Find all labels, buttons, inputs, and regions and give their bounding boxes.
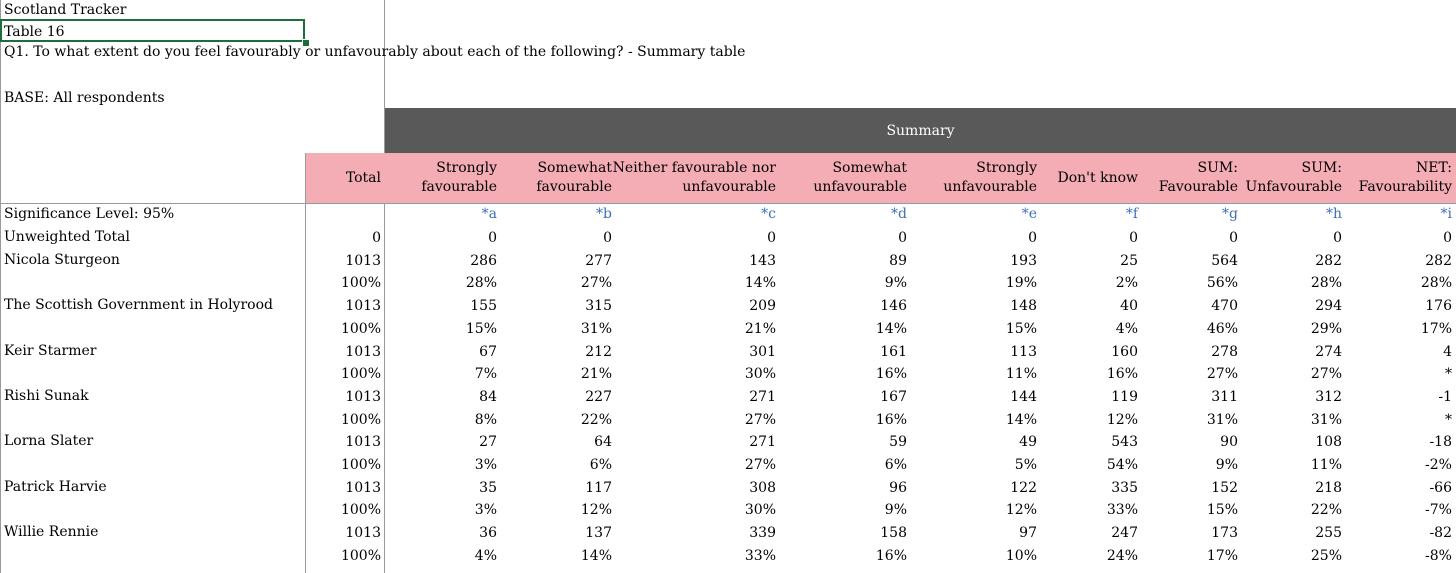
table-cell[interactable]: 4% — [1115, 320, 1138, 337]
significance-letter: *d — [891, 206, 907, 222]
table-cell[interactable]: 148 — [1010, 298, 1037, 315]
table-cell[interactable]: 0 — [1028, 230, 1037, 246]
table-cell[interactable]: 28% — [1310, 275, 1342, 292]
table-cell[interactable]: 0 — [767, 230, 776, 246]
column-header-line: NET: — [1415, 160, 1452, 176]
column-header — [1159, 159, 1238, 197]
table-cell[interactable]: 16% — [1106, 366, 1138, 383]
significance-letter: *c — [761, 206, 776, 222]
table-cell[interactable]: 56% — [1206, 275, 1238, 292]
table-cell[interactable]: 311 — [1211, 388, 1238, 405]
table-cell[interactable]: 27% — [580, 275, 612, 292]
table-cell[interactable]: 27% — [1206, 366, 1238, 383]
table-cell[interactable]: 25 — [1120, 252, 1138, 269]
table-cell[interactable]: 247 — [1111, 525, 1138, 542]
table-cell[interactable]: 100% — [340, 366, 381, 383]
table-cell[interactable]: 22% — [580, 411, 612, 428]
base-text: BASE: All respondents — [4, 90, 165, 106]
table-cell[interactable]: 27% — [744, 457, 776, 473]
table-cell[interactable]: 8% — [474, 411, 497, 428]
table-cell[interactable]: 29% — [1310, 320, 1342, 337]
table-cell[interactable]: 21% — [744, 320, 776, 337]
table-cell[interactable]: 5% — [1014, 457, 1037, 473]
row-label: Unweighted Total — [4, 229, 130, 245]
gridline — [0, 0, 1, 573]
table-cell[interactable]: -82 — [1429, 525, 1452, 542]
table-cell[interactable]: 16% — [875, 366, 907, 383]
table-cell[interactable]: 17% — [1206, 547, 1238, 564]
table-cell[interactable]: 158 — [880, 525, 907, 542]
table-cell[interactable]: 10% — [1005, 547, 1037, 564]
significance-letter: *e — [1021, 206, 1037, 222]
column-header-line: favourable — [536, 179, 612, 195]
table-cell[interactable]: 100% — [340, 320, 381, 337]
table-cell[interactable]: 209 — [749, 298, 776, 315]
column-header — [1246, 159, 1342, 197]
significance-letter: *i — [1440, 206, 1452, 222]
table-cell[interactable]: 12% — [1106, 411, 1138, 428]
table-cell[interactable]: 9% — [1215, 457, 1238, 473]
table-cell[interactable]: 64 — [594, 434, 612, 451]
table-cell[interactable]: -7% — [1425, 502, 1452, 519]
column-header-line: Don't know — [1057, 170, 1138, 186]
table-cell[interactable]: 227 — [585, 388, 612, 405]
table-cell[interactable]: 9% — [884, 275, 907, 292]
table-name: Table 16 — [4, 24, 65, 40]
table-cell[interactable]: 12% — [1005, 502, 1037, 519]
table-cell[interactable]: 36 — [479, 525, 497, 542]
table-cell[interactable]: 0 — [1229, 230, 1238, 246]
table-cell[interactable]: 90 — [1220, 434, 1238, 451]
table-cell[interactable]: 212 — [585, 343, 612, 360]
table-cell[interactable]: 9% — [884, 502, 907, 519]
table-cell[interactable]: 6% — [589, 457, 612, 473]
table-cell[interactable]: 3% — [474, 502, 497, 519]
table-cell[interactable]: -18 — [1429, 434, 1452, 451]
table-cell[interactable]: 543 — [1111, 434, 1138, 451]
table-cell[interactable]: 97 — [1019, 525, 1037, 542]
column-header-line: unfavourable — [682, 179, 776, 195]
table-cell[interactable]: 470 — [1211, 298, 1238, 315]
table-cell[interactable]: 282 — [1315, 252, 1342, 269]
column-header-line: Somewhat — [537, 160, 612, 176]
table-cell[interactable]: 286 — [470, 252, 497, 269]
table-cell[interactable]: 35 — [479, 479, 497, 496]
table-cell[interactable]: 24% — [1106, 547, 1138, 564]
significance-label: Significance Level: 95% — [4, 206, 175, 222]
table-cell[interactable]: 160 — [1111, 343, 1138, 360]
table-cell[interactable]: 0 — [488, 230, 497, 246]
table-cell[interactable]: 11% — [1310, 457, 1342, 473]
table-cell[interactable]: 176 — [1425, 298, 1452, 315]
table-cell[interactable]: 27 — [479, 434, 497, 451]
table-cell[interactable]: 84 — [479, 388, 497, 405]
sheet-title: Scotland Tracker — [4, 2, 127, 18]
column-header — [813, 159, 907, 197]
table-cell[interactable]: 33% — [1106, 502, 1138, 519]
table-cell[interactable]: 59 — [889, 434, 907, 451]
table-cell[interactable]: 11% — [1005, 366, 1037, 383]
table-cell[interactable]: 167 — [880, 388, 907, 405]
table-cell[interactable]: 274 — [1315, 343, 1342, 360]
table-cell[interactable]: 161 — [880, 343, 907, 360]
table-cell[interactable]: 67 — [479, 343, 497, 360]
table-cell[interactable]: * — [1445, 366, 1452, 383]
table-cell[interactable]: 21% — [580, 366, 612, 383]
row-label: Keir Starmer — [4, 342, 97, 359]
table-cell[interactable]: 312 — [1315, 388, 1342, 405]
table-cell[interactable]: 31% — [580, 320, 612, 337]
table-cell[interactable]: 1013 — [345, 525, 381, 542]
table-cell[interactable]: 1013 — [345, 343, 381, 360]
table-cell[interactable]: 294 — [1315, 298, 1342, 315]
column-header-line: Unfavourable — [1245, 179, 1342, 195]
table-cell[interactable]: 0 — [1443, 230, 1452, 246]
table-cell[interactable]: 301 — [749, 343, 776, 360]
table-cell[interactable]: 15% — [465, 320, 497, 337]
table-cell[interactable]: -8% — [1425, 547, 1452, 564]
column-header-line: unfavourable — [813, 179, 907, 195]
table-cell[interactable]: 30% — [744, 502, 776, 519]
column-header-line: Total — [345, 170, 381, 186]
table-cell[interactable]: 16% — [875, 411, 907, 428]
summary-label: Summary — [886, 122, 955, 139]
table-cell[interactable]: 122 — [1010, 479, 1037, 496]
gridline — [384, 0, 385, 573]
question-text: Q1. To what extent do you feel favourably or unfavourably about each of the following? - Summary table — [4, 44, 746, 60]
table-cell[interactable]: 155 — [470, 298, 497, 315]
table-cell[interactable]: 15% — [1206, 502, 1238, 519]
table-cell[interactable]: 1013 — [345, 298, 381, 315]
table-cell[interactable]: 14% — [580, 547, 612, 564]
table-cell[interactable]: 100% — [340, 411, 381, 428]
table-cell[interactable]: 14% — [1005, 411, 1037, 428]
column-header-line: SUM: — [1197, 160, 1238, 176]
table-cell[interactable]: 0 — [1333, 230, 1342, 246]
significance-letter: *b — [596, 206, 612, 222]
table-cell[interactable]: 255 — [1315, 525, 1342, 542]
table-cell[interactable]: 315 — [585, 298, 612, 315]
column-header-line: Strongly — [976, 160, 1037, 176]
column-header-line: Favourability — [1358, 179, 1452, 195]
row-label: Rishi Sunak — [4, 387, 89, 404]
table-cell[interactable]: 564 — [1211, 252, 1238, 269]
table-cell[interactable]: 19% — [1005, 275, 1037, 292]
table-cell[interactable]: 7% — [474, 366, 497, 383]
table-cell[interactable]: -66 — [1429, 479, 1452, 496]
column-header — [943, 159, 1037, 197]
row-label: Lorna Slater — [4, 433, 94, 450]
table-cell[interactable]: 0 — [603, 230, 612, 246]
table-cell[interactable]: 49 — [1019, 434, 1037, 451]
table-cell[interactable]: 15% — [1005, 320, 1037, 337]
column-header-line: favourable — [421, 179, 497, 195]
table-cell[interactable]: 173 — [1211, 525, 1238, 542]
table-cell[interactable]: 146 — [880, 298, 907, 315]
table-cell[interactable]: 3% — [474, 457, 497, 473]
table-cell[interactable]: 119 — [1111, 388, 1138, 405]
table-cell[interactable]: 2% — [1115, 275, 1138, 292]
table-cell[interactable]: 271 — [749, 388, 776, 405]
table-cell[interactable]: 54% — [1106, 457, 1138, 473]
column-header-line: unfavourable — [943, 179, 1037, 195]
column-header — [613, 159, 776, 197]
table-cell[interactable]: 6% — [884, 457, 907, 473]
table-cell[interactable]: 218 — [1315, 479, 1342, 496]
table-cell[interactable]: 193 — [1010, 252, 1037, 269]
table-cell[interactable]: 17% — [1420, 320, 1452, 337]
table-cell[interactable]: 308 — [749, 479, 776, 496]
table-cell[interactable]: 117 — [585, 479, 612, 496]
column-header — [536, 159, 612, 197]
table-cell[interactable]: 335 — [1111, 479, 1138, 496]
table-cell[interactable]: 4 — [1443, 343, 1452, 360]
table-cell[interactable]: -1 — [1438, 388, 1452, 405]
column-header — [1057, 169, 1138, 188]
column-header — [1359, 159, 1452, 197]
table-cell[interactable]: 278 — [1211, 343, 1238, 360]
column-header-line: SUM: — [1301, 160, 1342, 176]
table-cell[interactable]: 31% — [1310, 411, 1342, 428]
table-cell[interactable]: 31% — [1206, 411, 1238, 428]
table-cell[interactable]: 282 — [1425, 252, 1452, 269]
table-cell[interactable]: 12% — [580, 502, 612, 519]
table-cell[interactable]: 0 — [372, 230, 381, 246]
table-cell[interactable]: 277 — [585, 252, 612, 269]
significance-letter: *a — [481, 206, 497, 222]
row-label: Patrick Harvie — [4, 478, 107, 495]
table-cell[interactable]: 100% — [340, 547, 381, 564]
table-cell[interactable]: 14% — [744, 275, 776, 292]
summary-header — [385, 108, 1456, 153]
significance-letter: *f — [1125, 206, 1138, 222]
table-cell[interactable]: 1013 — [345, 252, 381, 269]
row-label: Willie Rennie — [4, 524, 99, 541]
table-cell[interactable]: 30% — [744, 366, 776, 383]
table-cell[interactable]: 1013 — [345, 434, 381, 451]
table-cell[interactable]: 46% — [1206, 320, 1238, 337]
gridline — [0, 203, 1456, 204]
table-cell[interactable]: 0 — [898, 230, 907, 246]
gridline — [305, 153, 306, 573]
table-cell[interactable]: 1013 — [345, 479, 381, 496]
table-cell[interactable]: 137 — [585, 525, 612, 542]
table-cell[interactable]: 4% — [474, 547, 497, 564]
table-cell[interactable]: 143 — [749, 252, 776, 269]
table-cell[interactable]: * — [1445, 411, 1452, 428]
table-cell[interactable]: 33% — [744, 547, 776, 564]
table-cell[interactable]: 89 — [889, 252, 907, 269]
column-header-line: Somewhat — [832, 160, 907, 176]
row-label: The Scottish Government in Holyrood — [4, 297, 273, 314]
column-header — [346, 169, 381, 188]
table-cell[interactable]: 27% — [744, 411, 776, 428]
significance-letter: *h — [1325, 206, 1342, 222]
table-cell[interactable]: 25% — [1310, 547, 1342, 564]
column-header-line: Neither favourable nor — [612, 160, 776, 176]
table-cell[interactable]: 1013 — [345, 388, 381, 405]
table-cell[interactable]: 100% — [340, 457, 381, 473]
significance-letter: *g — [1222, 206, 1238, 222]
row-label: Nicola Sturgeon — [4, 251, 120, 268]
table-cell[interactable]: 100% — [340, 275, 381, 292]
table-cell[interactable]: 28% — [1420, 275, 1452, 292]
column-header — [421, 159, 497, 197]
table-cell[interactable]: 100% — [340, 502, 381, 519]
table-cell[interactable]: 0 — [1129, 230, 1138, 246]
table-cell[interactable]: 339 — [749, 525, 776, 542]
column-header-line: Strongly — [436, 160, 497, 176]
table-cell[interactable]: 144 — [1010, 388, 1037, 405]
table-cell[interactable]: 22% — [1310, 502, 1342, 519]
table-cell[interactable]: 16% — [875, 547, 907, 564]
table-cell[interactable]: 108 — [1315, 434, 1342, 451]
table-cell[interactable]: -2% — [1425, 457, 1452, 473]
table-cell[interactable]: 271 — [749, 434, 776, 451]
table-cell[interactable]: 40 — [1120, 298, 1138, 315]
column-header-line: Favourable — [1158, 179, 1238, 195]
table-cell[interactable]: 28% — [465, 275, 497, 292]
table-cell[interactable]: 113 — [1010, 343, 1037, 360]
table-cell[interactable]: 152 — [1211, 479, 1238, 496]
table-cell[interactable]: 27% — [1310, 366, 1342, 383]
table-cell[interactable]: 14% — [875, 320, 907, 337]
table-cell[interactable]: 96 — [889, 479, 907, 496]
